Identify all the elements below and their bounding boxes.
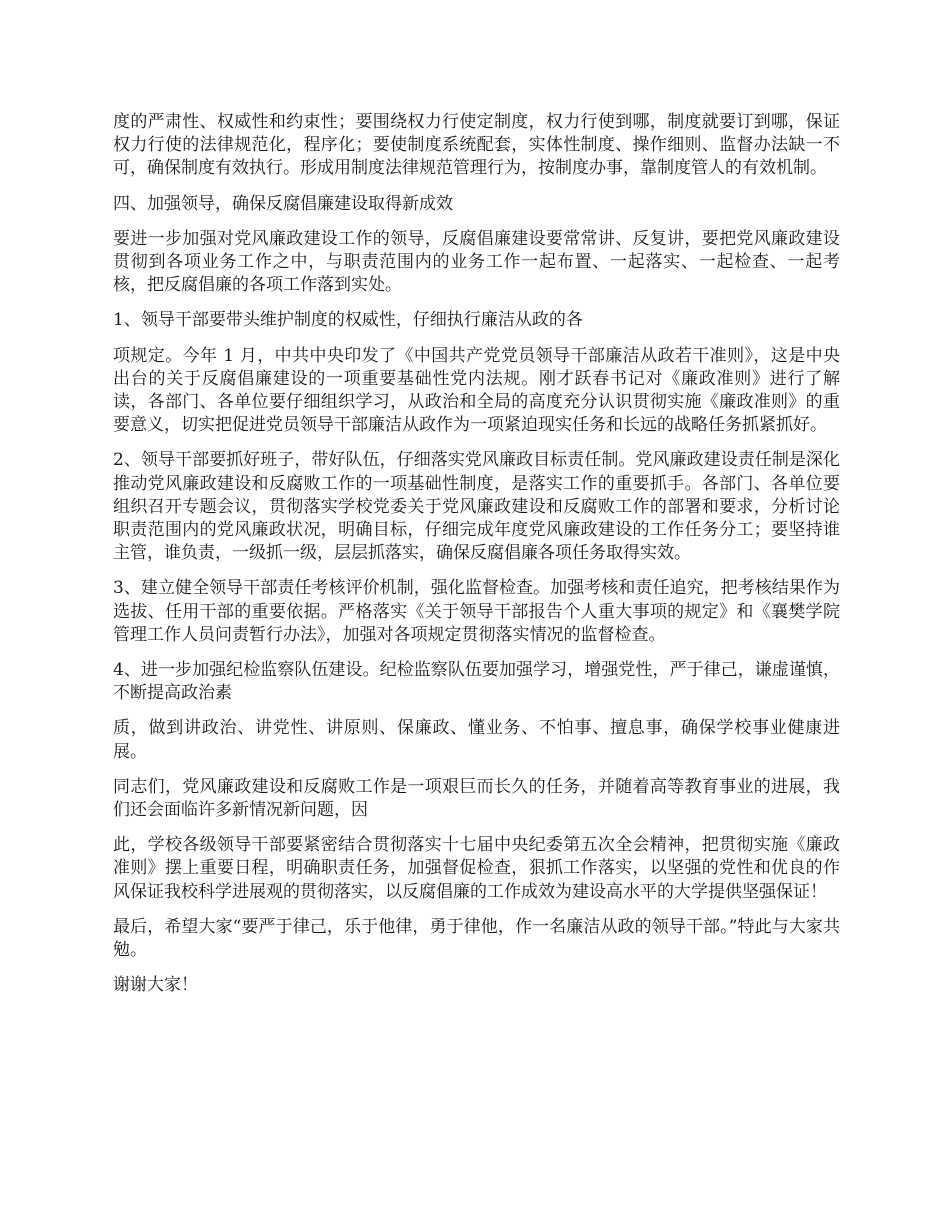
list-item-1-start: 1、领导干部要带头维护制度的权威性，仔细执行廉洁从政的各 [113, 310, 583, 331]
paragraph-comrades: 同志们，党风廉政建设和反腐败工作是一项艰巨而长久的任务，并随着高等教育事业的进展，我们还会面临许多新情况新问题，因 [113, 776, 840, 821]
paragraph-intro-continued: 度的严肃性、权威性和约束性；要围绕权力行使定制度，权力行使到哪，制度就要订到哪，保证权力行使的法律规范化，程序化；要使制度系统配套，实体性制度、操作细则、监督办法缺一不可，确保制度有效执行。形成用制度法律规范管理行为，按制度办事，靠制度管人的有效机制。 [113, 112, 840, 179]
list-item-3: 3、建立健全领导干部责任考核评价机制，强化监督检查。加强考核和责任追究，把考核结果作为选拔、任用干部的重要依据。严格落实《关于领导干部报告个人重大事项的规定》和《襄樊学院管理工作人员问责暂行办法》，加强对各项规定贯彻落实情况的监督检查。 [113, 578, 840, 645]
list-item-4-continued: 质，做到讲政治、讲党性、讲原则、保廉政、懂业务、不怕事、擅息事，确保学校事业健康进展。 [113, 718, 840, 762]
section-heading-4: 四、加强领导，确保反腐倡廉建设取得新成效 [113, 193, 453, 214]
paragraph-closing: 最后，希望大家“要严于律己，乐于他律，勇于律他，作一名廉洁从政的领导干部。”特此与大家共勉。 [113, 916, 840, 961]
list-item-2: 2、领导干部要抓好班子，带好队伍，仔细落实党风廉政目标责任制。党风廉政建设责任制是深化推动党风廉政建设和反腐败工作的一项基础性制度，是落实工作的重要抓手。各部门、各单位要组织召开专题会议，贯彻落实学校党委关于党风廉政建设和反腐败工作的部署和要求，分析讨论职责范围内的党风廉政状况，明确目标，仔细完成年度党风廉政建设的工作任务分工；要坚持谁主管，谁负责，一级抓一级，层层抓落实，确保反腐倡廉各项任务取得实效。 [113, 450, 840, 564]
paragraph-leadership: 要进一步加强对党风廉政建设工作的领导，反腐倡廉建设要常常讲、反复讲，要把党风廉政建设贯彻到各项业务工作之中，与职责范围内的业务工作一起布置、一起落实、一起检查、一起考核，把反腐倡廉的各项工作落到实处。 [113, 228, 840, 296]
list-item-4-start: 4、进一步加强纪检监察队伍建设。纪检监察队伍要加强学习，增强党性，严于律己，谦虚谨慎，不断提高政治素 [113, 660, 840, 704]
paragraph-comrades-continued: 此，学校各级领导干部要紧密结合贯彻落实十七届中央纪委第五次全会精神，把贯彻实施《廉政准则》摆上重要日程，明确职责任务，加强督促检查，狠抓工作落实，以坚强的党性和优良的作风保证我校科学进展观的贯彻落实，以反腐倡廉的工作成效为建设高水平的大学提供坚强保证！ [113, 835, 840, 902]
list-item-1-continued: 项规定。今年 1 月，中共中央印发了《中国共产党党员领导干部廉洁从政若干准则》，这是中央出台的关于反腐倡廉建设的一项重要基础性党内法规。刚才跃春书记对《廉政准则》进行了解读，各部门、各单位要仔细组织学习，从政治和全局的高度充分认识贯彻实施《廉政准则》的重要意义，切实把促进党员领导干部廉洁从政作为一项紧迫现实任务和长远的战略任务抓紧抓好。 [113, 345, 840, 436]
paragraph-thanks: 谢谢大家！ [113, 975, 198, 996]
